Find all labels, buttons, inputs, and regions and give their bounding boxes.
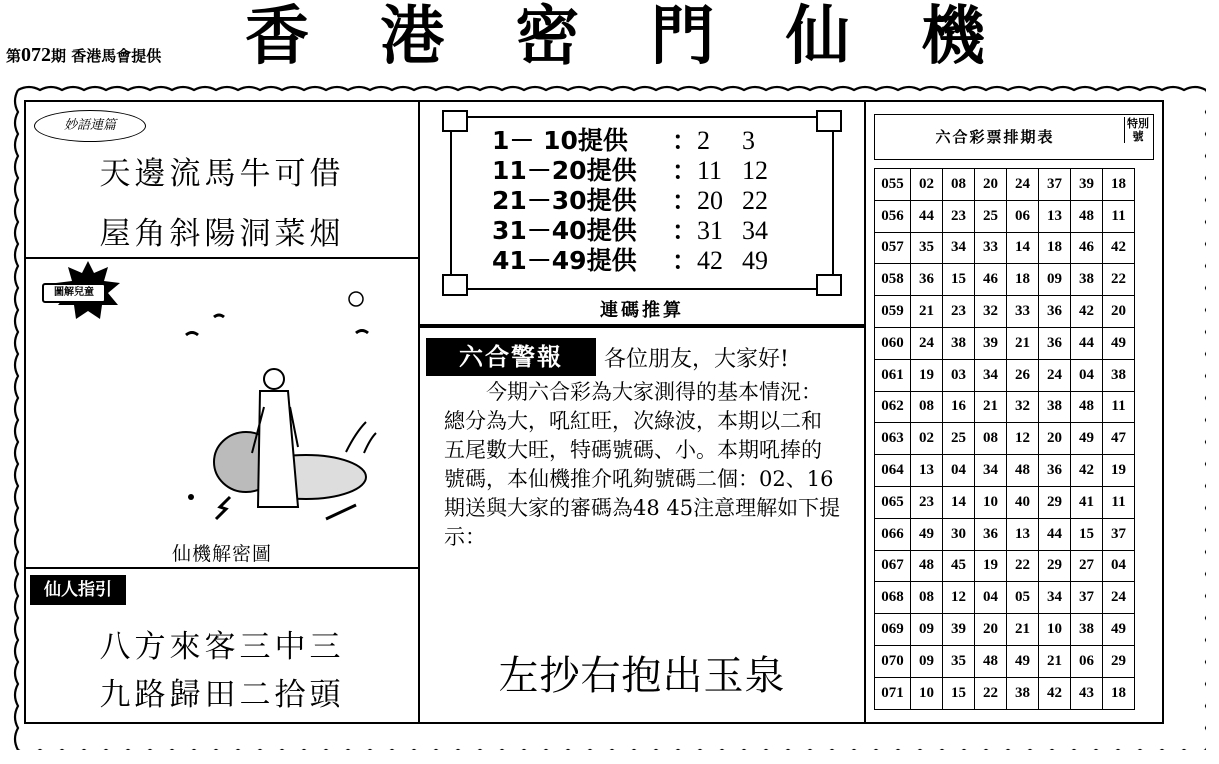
number-cell: 34 bbox=[943, 232, 975, 264]
number-cell: 09 bbox=[911, 645, 943, 677]
number-cell: 27 bbox=[1071, 550, 1103, 582]
number-cell: 21 bbox=[1039, 645, 1071, 677]
period-cell: 071 bbox=[875, 677, 911, 709]
number-cell: 11 bbox=[1103, 391, 1135, 423]
special-label: 特別號 bbox=[1124, 117, 1149, 143]
number-cell: 24 bbox=[1007, 169, 1039, 201]
period-cell: 068 bbox=[875, 582, 911, 614]
number-cell: 29 bbox=[1103, 645, 1135, 677]
period-cell: 066 bbox=[875, 518, 911, 550]
schedule-title: 六合彩票排期表 bbox=[935, 128, 1055, 146]
provide-row bbox=[492, 246, 787, 276]
period-cell: 064 bbox=[875, 455, 911, 487]
period-cell: 067 bbox=[875, 550, 911, 582]
provide-range: 21－30提供 bbox=[492, 186, 637, 215]
number-cell: 12 bbox=[1007, 423, 1039, 455]
schedule-row bbox=[875, 359, 1135, 391]
number-cell: 21 bbox=[1007, 327, 1039, 359]
guide-label: 仙人指引 bbox=[30, 575, 126, 605]
number-cell: 37 bbox=[1071, 582, 1103, 614]
period-cell: 057 bbox=[875, 232, 911, 264]
number-cell: 37 bbox=[1103, 518, 1135, 550]
alert-greeting: 各位朋友，大家好! bbox=[604, 347, 789, 372]
period-cell: 061 bbox=[875, 359, 911, 391]
number-cell: 44 bbox=[911, 200, 943, 232]
number-cell: 38 bbox=[1007, 677, 1039, 709]
number-cell: 34 bbox=[975, 359, 1007, 391]
provide-value: 31 bbox=[697, 216, 724, 245]
number-cell: 29 bbox=[1039, 550, 1071, 582]
schedule-panel bbox=[864, 100, 1164, 724]
provide-range: 31－40提供 bbox=[492, 216, 637, 245]
number-cell: 08 bbox=[975, 423, 1007, 455]
schedule-row bbox=[875, 264, 1135, 296]
number-cell: 08 bbox=[943, 169, 975, 201]
alert-panel bbox=[418, 324, 866, 724]
number-cell: 18 bbox=[1103, 169, 1135, 201]
schedule-row bbox=[875, 391, 1135, 423]
number-cell: 19 bbox=[975, 550, 1007, 582]
number-cell: 13 bbox=[1007, 518, 1039, 550]
number-cell: 06 bbox=[1007, 200, 1039, 232]
provide-value: 42 bbox=[697, 246, 724, 275]
provide-range: 1－ 10提供 bbox=[492, 126, 628, 155]
number-cell: 04 bbox=[975, 582, 1007, 614]
provide-colon: ： bbox=[672, 246, 698, 275]
number-cell: 10 bbox=[975, 486, 1007, 518]
number-cell: 42 bbox=[1039, 677, 1071, 709]
period-cell: 055 bbox=[875, 169, 911, 201]
number-cell: 36 bbox=[1039, 455, 1071, 487]
number-cell: 19 bbox=[1103, 455, 1135, 487]
period-cell: 070 bbox=[875, 645, 911, 677]
number-cell: 36 bbox=[975, 518, 1007, 550]
provide-value: 11 bbox=[697, 156, 723, 185]
number-cell: 13 bbox=[1039, 200, 1071, 232]
number-cell: 33 bbox=[975, 232, 1007, 264]
number-cell: 14 bbox=[943, 486, 975, 518]
number-cell: 24 bbox=[911, 327, 943, 359]
provide-colon: ： bbox=[672, 186, 698, 215]
number-cell: 39 bbox=[1071, 169, 1103, 201]
period-cell: 063 bbox=[875, 423, 911, 455]
schedule-row bbox=[875, 200, 1135, 232]
number-cell: 05 bbox=[1007, 582, 1039, 614]
number-cell: 04 bbox=[1071, 359, 1103, 391]
provide-row bbox=[492, 216, 787, 246]
period-cell: 058 bbox=[875, 264, 911, 296]
poem-line-1: 天邊流馬牛可借 bbox=[99, 156, 345, 192]
page-title bbox=[245, 0, 985, 74]
number-cell: 48 bbox=[911, 550, 943, 582]
number-cell: 43 bbox=[1071, 677, 1103, 709]
period-cell: 060 bbox=[875, 327, 911, 359]
number-cell: 22 bbox=[975, 677, 1007, 709]
period-cell: 059 bbox=[875, 296, 911, 328]
number-cell: 04 bbox=[943, 455, 975, 487]
provide-range: 41－49提供 bbox=[492, 246, 637, 275]
title-char: 門 bbox=[650, 0, 715, 74]
corner-ornament bbox=[816, 274, 842, 296]
title-char: 仙 bbox=[785, 0, 850, 74]
provide-row bbox=[492, 186, 787, 216]
number-cell: 15 bbox=[1071, 518, 1103, 550]
number-cell: 38 bbox=[1103, 359, 1135, 391]
provide-value: 12 bbox=[742, 156, 769, 185]
number-cell: 38 bbox=[1071, 614, 1103, 646]
issue-suffix: 期 香港馬會提供 bbox=[51, 47, 162, 65]
corner-ornament bbox=[442, 274, 468, 296]
number-cell: 25 bbox=[943, 423, 975, 455]
poem-line-2: 屋角斜陽洞菜烟 bbox=[99, 216, 345, 252]
number-cell: 20 bbox=[1103, 296, 1135, 328]
schedule-table bbox=[874, 168, 1135, 710]
number-cell: 06 bbox=[1071, 645, 1103, 677]
number-cell: 20 bbox=[1039, 423, 1071, 455]
number-cell: 13 bbox=[911, 455, 943, 487]
number-cell: 45 bbox=[943, 550, 975, 582]
schedule-row bbox=[875, 582, 1135, 614]
schedule-row bbox=[875, 455, 1135, 487]
number-cell: 10 bbox=[911, 677, 943, 709]
period-cell: 069 bbox=[875, 614, 911, 646]
provide-value: 2 bbox=[697, 126, 711, 155]
number-cell: 49 bbox=[1007, 645, 1039, 677]
number-cell: 09 bbox=[1039, 264, 1071, 296]
number-cell: 44 bbox=[1071, 327, 1103, 359]
provide-box bbox=[450, 116, 834, 290]
number-cell: 23 bbox=[943, 200, 975, 232]
number-cell: 18 bbox=[1103, 677, 1135, 709]
schedule-row bbox=[875, 232, 1135, 264]
number-cell: 37 bbox=[1039, 169, 1071, 201]
number-cell: 10 bbox=[1039, 614, 1071, 646]
number-cell: 15 bbox=[943, 264, 975, 296]
provide-caption: 連碼推算 bbox=[600, 300, 684, 321]
number-cell: 08 bbox=[911, 582, 943, 614]
number-cell: 15 bbox=[943, 677, 975, 709]
number-cell: 25 bbox=[975, 200, 1007, 232]
number-cell: 46 bbox=[1071, 232, 1103, 264]
number-cell: 49 bbox=[1103, 614, 1135, 646]
number-cell: 03 bbox=[943, 359, 975, 391]
guide-line-2: 九路歸田二拾頭 bbox=[99, 677, 345, 713]
guide-panel bbox=[24, 567, 420, 724]
illustration-panel bbox=[24, 255, 420, 569]
schedule-row bbox=[875, 296, 1135, 328]
provide-colon: ： bbox=[672, 156, 698, 185]
number-cell: 22 bbox=[1103, 264, 1135, 296]
number-cell: 24 bbox=[1103, 582, 1135, 614]
number-cell: 24 bbox=[1039, 359, 1071, 391]
number-cell: 35 bbox=[943, 645, 975, 677]
number-cell: 02 bbox=[911, 169, 943, 201]
provide-colon: ： bbox=[672, 216, 698, 245]
title-char: 機 bbox=[920, 0, 985, 74]
number-cell: 21 bbox=[1007, 614, 1039, 646]
provide-value: 34 bbox=[742, 216, 769, 245]
number-cell: 36 bbox=[1039, 296, 1071, 328]
corner-ornament bbox=[816, 110, 842, 132]
schedule-row bbox=[875, 327, 1135, 359]
number-cell: 04 bbox=[1103, 550, 1135, 582]
schedule-row bbox=[875, 550, 1135, 582]
number-cell: 02 bbox=[911, 423, 943, 455]
poem-panel bbox=[24, 100, 420, 259]
number-cell: 19 bbox=[911, 359, 943, 391]
number-cell: 20 bbox=[975, 169, 1007, 201]
number-cell: 11 bbox=[1103, 486, 1135, 518]
number-cell: 08 bbox=[911, 391, 943, 423]
number-cell: 48 bbox=[975, 645, 1007, 677]
provide-row bbox=[492, 126, 787, 156]
number-cell: 12 bbox=[943, 582, 975, 614]
number-cell: 35 bbox=[911, 232, 943, 264]
number-cell: 18 bbox=[1039, 232, 1071, 264]
number-cell: 42 bbox=[1103, 232, 1135, 264]
illustration-badge: 圖解兒童 bbox=[42, 283, 106, 303]
number-cell: 32 bbox=[1007, 391, 1039, 423]
number-cell: 23 bbox=[943, 296, 975, 328]
provide-row bbox=[492, 156, 787, 186]
title-char: 密 bbox=[515, 0, 580, 74]
corner-ornament bbox=[442, 110, 468, 132]
number-cell: 38 bbox=[943, 327, 975, 359]
provide-panel bbox=[418, 100, 866, 328]
number-cell: 18 bbox=[1007, 264, 1039, 296]
number-cell: 29 bbox=[1039, 486, 1071, 518]
number-cell: 49 bbox=[1071, 423, 1103, 455]
number-cell: 32 bbox=[975, 296, 1007, 328]
number-cell: 46 bbox=[975, 264, 1007, 296]
issue-number: 072 bbox=[21, 44, 52, 66]
number-cell: 39 bbox=[943, 614, 975, 646]
number-cell: 16 bbox=[943, 391, 975, 423]
number-cell: 26 bbox=[1007, 359, 1039, 391]
poem-badge: 妙語連篇 bbox=[34, 110, 146, 142]
number-cell: 38 bbox=[1039, 391, 1071, 423]
number-cell: 09 bbox=[911, 614, 943, 646]
number-cell: 33 bbox=[1007, 296, 1039, 328]
number-cell: 34 bbox=[1039, 582, 1071, 614]
number-cell: 38 bbox=[1071, 264, 1103, 296]
provide-list bbox=[492, 126, 787, 276]
number-cell: 21 bbox=[975, 391, 1007, 423]
schedule-row bbox=[875, 486, 1135, 518]
number-cell: 49 bbox=[911, 518, 943, 550]
number-cell: 48 bbox=[1007, 455, 1039, 487]
illustration-caption: 仙機解密圖 bbox=[171, 543, 272, 565]
provide-value: 20 bbox=[697, 186, 724, 215]
number-cell: 21 bbox=[911, 296, 943, 328]
period-cell: 065 bbox=[875, 486, 911, 518]
number-cell: 36 bbox=[1039, 327, 1071, 359]
provide-colon: ： bbox=[672, 126, 698, 155]
issue-prefix: 第 bbox=[6, 47, 22, 65]
number-cell: 34 bbox=[975, 455, 1007, 487]
number-cell: 40 bbox=[1007, 486, 1039, 518]
number-cell: 23 bbox=[911, 486, 943, 518]
number-cell: 44 bbox=[1039, 518, 1071, 550]
number-cell: 39 bbox=[975, 327, 1007, 359]
schedule-row bbox=[875, 677, 1135, 709]
provide-value: 22 bbox=[742, 186, 769, 215]
issue-line bbox=[6, 44, 161, 67]
schedule-row bbox=[875, 169, 1135, 201]
number-cell: 22 bbox=[1007, 550, 1039, 582]
schedule-row bbox=[875, 423, 1135, 455]
number-cell: 48 bbox=[1071, 391, 1103, 423]
hint-line: 左抄右抱出玉泉 bbox=[498, 653, 786, 699]
schedule-header bbox=[874, 114, 1154, 160]
number-cell: 11 bbox=[1103, 200, 1135, 232]
number-cell: 30 bbox=[943, 518, 975, 550]
guide-line-1: 八方來客三中三 bbox=[99, 629, 345, 665]
number-cell: 49 bbox=[1103, 327, 1135, 359]
number-cell: 36 bbox=[911, 264, 943, 296]
schedule-row bbox=[875, 518, 1135, 550]
period-cell: 056 bbox=[875, 200, 911, 232]
title-char: 香 bbox=[245, 0, 309, 74]
provide-range: 11－20提供 bbox=[492, 156, 637, 185]
title-char: 港 bbox=[380, 0, 445, 74]
schedule-row bbox=[875, 645, 1135, 677]
number-cell: 20 bbox=[975, 614, 1007, 646]
number-cell: 42 bbox=[1071, 296, 1103, 328]
number-cell: 47 bbox=[1103, 423, 1135, 455]
schedule-row bbox=[875, 614, 1135, 646]
number-cell: 42 bbox=[1071, 455, 1103, 487]
number-cell: 41 bbox=[1071, 486, 1103, 518]
provide-value: 49 bbox=[742, 246, 769, 275]
provide-value: 3 bbox=[742, 126, 756, 155]
alert-label: 六合警報 bbox=[426, 338, 596, 376]
alert-body: 今期六合彩為大家測得的基本情況：總分為大，吼紅旺，次綠波，本期以二和五尾數大旺，特碼號碼、小。本期吼捧的號碼，本仙機推介吼夠號碼二個：02、16期送與大家的審碼為48 45注意理解如下提示： bbox=[444, 380, 841, 549]
number-cell: 48 bbox=[1071, 200, 1103, 232]
number-cell: 14 bbox=[1007, 232, 1039, 264]
period-cell: 062 bbox=[875, 391, 911, 423]
